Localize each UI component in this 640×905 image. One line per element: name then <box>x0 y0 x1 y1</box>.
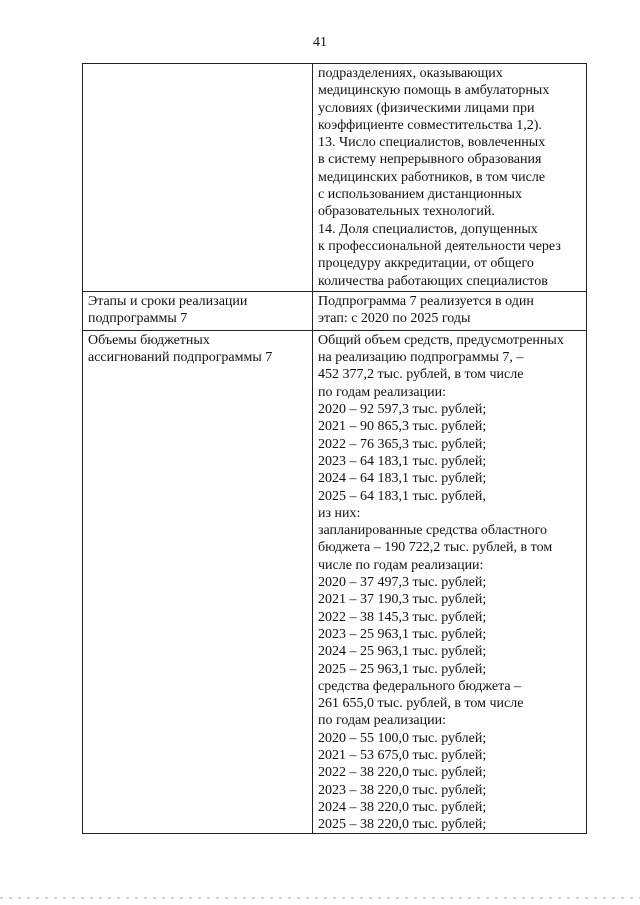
subprogram-passport-table <box>82 63 587 834</box>
text-line: 2020 – 55 100,0 тыс. рублей; <box>318 730 487 746</box>
text-line: Подпрограмма 7 реализуется в один <box>318 293 534 309</box>
text-line: 261 655,0 тыс. рублей, в том числе <box>318 696 524 712</box>
text-line: запланированные средства областного <box>318 523 548 539</box>
text-line: к профессиональной деятельности через <box>318 238 561 254</box>
text-line: 2022 – 38 220,0 тыс. рублей; <box>318 765 487 781</box>
text-line: условиях (физическими лицами при <box>318 100 535 116</box>
text-line: 2024 – 25 963,1 тыс. рублей; <box>318 644 487 660</box>
text-line: медицинскую помощь в амбулаторных <box>318 83 550 99</box>
text-line: 2020 – 37 497,3 тыс. рублей; <box>318 575 487 591</box>
text-line: Этапы и сроки реализации <box>88 293 248 309</box>
text-line: на реализацию подпрограммы 7, – <box>318 350 524 366</box>
text-line: из них: <box>318 505 361 521</box>
text-line: 2025 – 64 183,1 тыс. рублей, <box>318 488 486 504</box>
scan-noise-strip <box>0 897 640 899</box>
text-line: 452 377,2 тыс. рублей, в том числе <box>318 367 524 383</box>
text-line: 2021 – 53 675,0 тыс. рублей; <box>318 747 487 763</box>
stages-label <box>88 293 312 328</box>
budget-label <box>88 332 312 367</box>
text-line: медицинских работников, в том числе <box>318 169 546 185</box>
text-line: 2022 – 38 145,3 тыс. рублей; <box>318 609 487 625</box>
text-line: 14. Доля специалистов, допущенных <box>318 221 538 237</box>
text-line: 2023 – 38 220,0 тыс. рублей; <box>318 782 487 798</box>
text-line: бюджета – 190 722,2 тыс. рублей, в том <box>318 540 553 556</box>
text-line: 2025 – 25 963,1 тыс. рублей; <box>318 661 487 677</box>
text-line: образовательных технологий. <box>318 204 495 220</box>
text-line: 2023 – 64 183,1 тыс. рублей; <box>318 453 487 469</box>
text-line: 2020 – 92 597,3 тыс. рублей; <box>318 402 487 418</box>
text-line: 2024 – 38 220,0 тыс. рублей; <box>318 799 487 815</box>
text-line: этап: с 2020 по 2025 годы <box>318 311 471 327</box>
text-line: 2022 – 76 365,3 тыс. рублей; <box>318 436 487 452</box>
row-budget-label-cell <box>83 330 313 834</box>
text-line: 2021 – 37 190,3 тыс. рублей; <box>318 592 487 608</box>
text-line: подразделениях, оказывающих <box>318 66 503 81</box>
page-number: 41 <box>313 35 327 50</box>
text-line: 2021 – 90 865,3 тыс. рублей; <box>318 419 487 435</box>
row-stages-label-cell <box>83 291 313 330</box>
table-row-stages <box>83 291 587 330</box>
text-line: в систему непрерывного образования <box>318 152 542 168</box>
text-line: Объемы бюджетных <box>88 332 210 348</box>
text-line: по годам реализации: <box>318 384 446 400</box>
table-row-budget <box>83 330 587 834</box>
row-budget-value-cell <box>313 330 587 834</box>
text-line: средства федерального бюджета – <box>318 678 522 694</box>
text-line: 2023 – 25 963,1 тыс. рублей; <box>318 626 487 642</box>
indicators-text <box>318 65 586 290</box>
text-line: процедуру аккредитации, от общего <box>318 256 534 272</box>
text-line: подпрограммы 7 <box>88 311 188 327</box>
text-line: числе по годам реализации: <box>318 557 484 573</box>
text-line: ассигнований подпрограммы 7 <box>88 350 273 366</box>
text-line: 2024 – 64 183,1 тыс. рублей; <box>318 471 487 487</box>
text-line: Общий объем средств, предусмотренных <box>318 332 564 348</box>
table-row-indicators <box>83 64 587 292</box>
text-line: коэффициенте совместительства 1,2). <box>318 117 542 133</box>
text-line: с использованием дистанционных <box>318 187 522 203</box>
stages-value <box>318 293 586 328</box>
text-line: 2025 – 38 220,0 тыс. рублей; <box>318 817 487 833</box>
text-line: по годам реализации: <box>318 713 446 729</box>
row-stages-value-cell <box>313 291 587 330</box>
row-indicators-label-cell <box>83 64 313 292</box>
budget-value <box>318 332 586 834</box>
row-indicators-value-cell <box>313 64 587 292</box>
text-line: количества работающих специалистов <box>318 273 548 289</box>
text-line: 13. Число специалистов, вовлеченных <box>318 135 546 151</box>
